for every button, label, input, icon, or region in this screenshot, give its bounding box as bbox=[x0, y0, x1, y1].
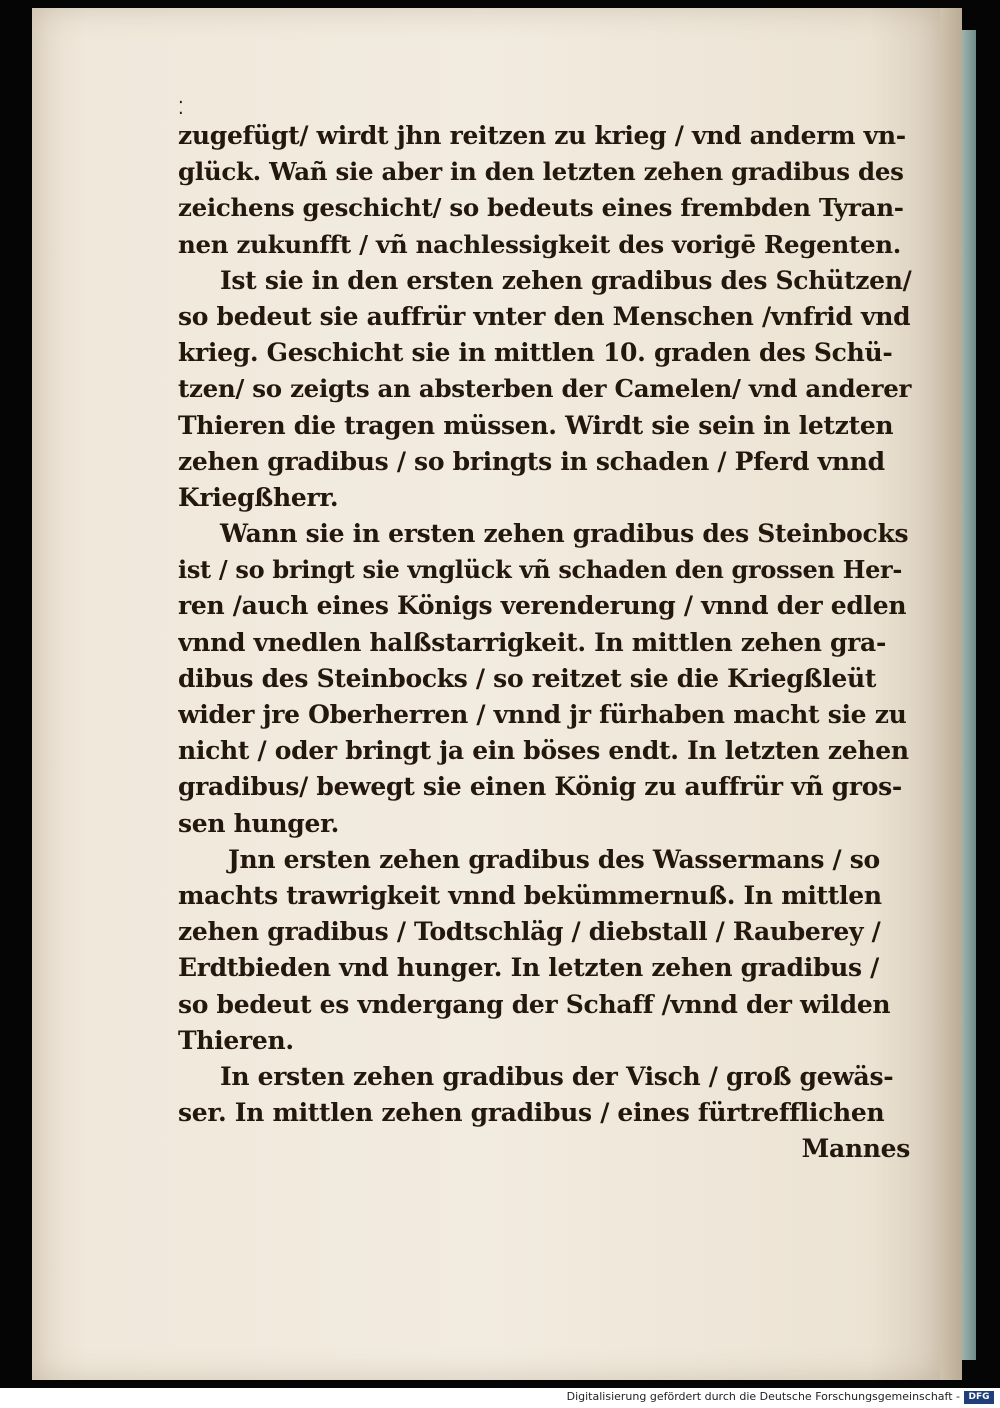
text-line: zeichens geschicht/ so bedeuts eines frembden Tyran- bbox=[178, 193, 904, 223]
page-edge bbox=[940, 8, 962, 1380]
catchword: Mannes bbox=[801, 1134, 910, 1164]
text-line: so bedeut es vndergang der Schaff /vnnd der wilden bbox=[178, 989, 891, 1019]
text-line: ser. In mittlen zehen gradibus / eines fürtrefflichen bbox=[178, 1098, 885, 1128]
text-line: Jnn ersten zehen gradibus des Wassermans / so bbox=[228, 844, 880, 874]
signature-mark: ⁚ bbox=[178, 98, 184, 119]
text-line: Thieren. bbox=[178, 1025, 294, 1055]
text-line: wider jre Oberherren / vnnd jr fürhaben macht sie zu bbox=[178, 700, 907, 729]
text-line: zehen gradibus / so bringts in schaden / Pferd vnnd bbox=[178, 446, 885, 476]
binding-edge bbox=[962, 30, 976, 1360]
text-line: vnnd vnedlen halßstarrigkeit. In mittlen zehen gra- bbox=[178, 627, 887, 657]
text-line: Kriegßherr. bbox=[178, 482, 339, 512]
text-line: machts trawrigkeit vnnd bekümmernuß. In mittlen bbox=[178, 880, 882, 910]
text-line: In ersten zehen gradibus der Visch / groß gewäs- bbox=[220, 1061, 894, 1091]
footer-credit: Digitalisierung gefördert durch die Deutsche Forschungsgemeinschaft - bbox=[566, 1390, 960, 1403]
text-line: ist / so bringt sie vnglück vñ schaden den grossen Her- bbox=[178, 555, 903, 585]
text-line: glück. Wañ sie aber in den letzten zehen gradibus des bbox=[178, 157, 904, 187]
text-line: Ist sie in den ersten zehen gradibus des Schützen/ bbox=[220, 265, 912, 295]
footer-bar bbox=[0, 1388, 1000, 1408]
dfg-logo[interactable]: DFG bbox=[964, 1391, 994, 1404]
text-line: zugefügt/ wirdt jhn reitzen zu krieg / vnd anderm vn- bbox=[178, 121, 906, 150]
text-line: dibus des Steinbocks / so reitzet sie die Kriegßleüt bbox=[178, 663, 877, 693]
text-line: so bedeut sie auffrür vnter den Menschen /vnfrid vnd bbox=[178, 301, 911, 331]
text-line: Thieren die tragen müssen. Wirdt sie sein in letzten bbox=[178, 410, 894, 440]
text-line: ren /auch eines Königs verenderung / vnnd der edlen bbox=[178, 591, 907, 621]
text-line: nicht / oder bringt ja ein böses endt. In letzten zehen bbox=[178, 736, 909, 766]
text-line: sen hunger. bbox=[178, 808, 340, 838]
text-line: Erdtbieden vnd hunger. In letzten zehen gradibus / bbox=[178, 953, 880, 983]
text-line: krieg. Geschicht sie in mittlen 10. graden des Schü- bbox=[178, 338, 893, 368]
page-text bbox=[178, 118, 914, 1167]
text-line: gradibus/ bewegt sie einen König zu auffrür vñ gros- bbox=[178, 772, 902, 802]
text-line: tzen/ so zeigts an absterben der Camelen/ vnd anderer bbox=[178, 374, 912, 404]
text-line: Wann sie in ersten zehen gradibus des Steinbocks bbox=[220, 519, 909, 549]
text-line: zehen gradibus / Todtschläg / diebstall / Rauberey / bbox=[178, 917, 881, 947]
text-line: nen zukunfft / vñ nachlessigkeit des vorigē Regenten. bbox=[178, 229, 902, 259]
